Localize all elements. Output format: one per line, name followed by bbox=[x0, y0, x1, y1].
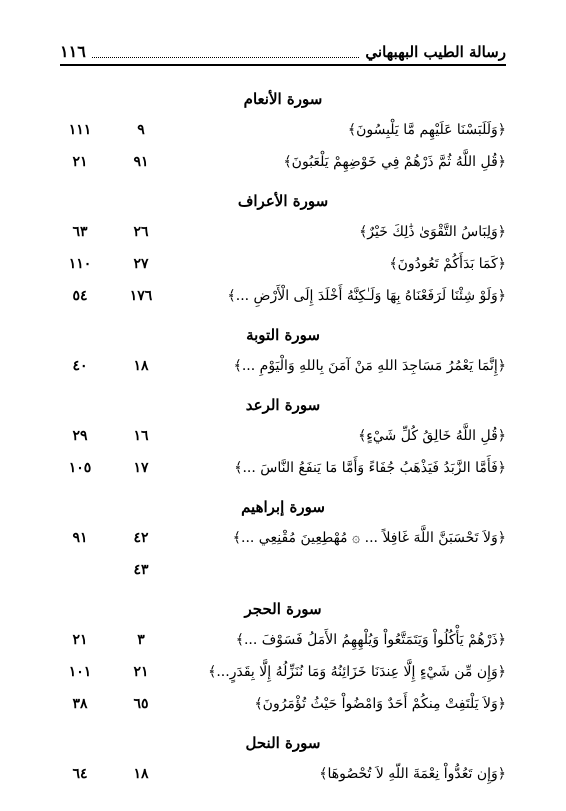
ornate-bracket-close: ﴾ bbox=[234, 460, 243, 476]
ornate-bracket-close: ﴾ bbox=[283, 154, 292, 170]
verse-text bbox=[228, 288, 506, 304]
verse-row bbox=[60, 426, 506, 452]
verse-row bbox=[60, 152, 506, 178]
ornate-bracket-close: ﴾ bbox=[389, 256, 398, 272]
verse-words: ذَرْهُمْ يَأْكُلُواْ وَيَتَمَتَّعُواْ وَيُلْهِهِمُ الأَمَلُ فَسَوْفَ ... bbox=[243, 632, 498, 648]
page-reference: ٩١ bbox=[72, 530, 88, 546]
surah-heading: سورة الأنعام bbox=[243, 90, 323, 108]
page-reference: ٤٠ bbox=[72, 358, 88, 374]
ayah-number: ١٧ bbox=[133, 460, 149, 476]
ayah-number: ٦٥ bbox=[133, 696, 149, 712]
book-title: رسالة الطيب البهبهاني bbox=[365, 43, 506, 61]
ornate-bracket-open: ﴿ bbox=[497, 664, 506, 680]
verse-row bbox=[60, 254, 506, 280]
ornate-bracket-close: ﴾ bbox=[235, 632, 244, 648]
verse-text bbox=[236, 632, 506, 648]
verse-text bbox=[234, 460, 506, 476]
ornate-bracket-close: ﴾ bbox=[359, 224, 368, 240]
verse-text bbox=[233, 530, 506, 546]
verse-text bbox=[208, 664, 506, 680]
ayah-number: ٩١ bbox=[133, 154, 149, 170]
verse-row bbox=[60, 694, 506, 720]
verse-row bbox=[60, 356, 506, 382]
page-number: ١١٦ bbox=[60, 42, 86, 61]
verse-row bbox=[60, 528, 506, 554]
page-reference: ١١٠ bbox=[68, 256, 92, 272]
ornate-bracket-open: ﴿ bbox=[497, 358, 506, 374]
ayah-number: ١٨ bbox=[133, 358, 149, 374]
page-reference: ٢١ bbox=[72, 632, 88, 648]
ornate-bracket-open: ﴿ bbox=[497, 766, 506, 782]
ornate-bracket-close: ﴾ bbox=[208, 664, 217, 680]
ayah-number: ١٨ bbox=[133, 766, 149, 782]
ornate-bracket-open: ﴿ bbox=[497, 460, 506, 476]
verse-row bbox=[60, 458, 506, 484]
ornate-bracket-open: ﴿ bbox=[497, 154, 506, 170]
surah-heading: سورة الحجر bbox=[244, 600, 322, 618]
page-reference: ٦٤ bbox=[72, 766, 88, 782]
verse-text bbox=[358, 428, 506, 444]
page-reference: ١٠٥ bbox=[68, 460, 92, 476]
verse-row bbox=[60, 222, 506, 248]
ornate-bracket-close: ﴾ bbox=[233, 358, 242, 374]
ayah-number: ٢٧ bbox=[133, 256, 149, 272]
verse-words: وَلاَ تَحْسَبَنَّ اللَّهَ غَافِلاً ... ۞ مُهْطِعِينَ مُقْنِعِي ... bbox=[241, 530, 498, 546]
verse-words: كَمَا بَدَأَكُمْ تَعُودُونَ bbox=[397, 256, 498, 272]
verse-words: قُلِ اللَّهُ ثُمَّ ذَرْهُمْ فِي خَوْضِهِمْ يَلْعَبُونَ bbox=[291, 154, 498, 170]
ayah-number: ٣ bbox=[137, 632, 145, 648]
ornate-bracket-open: ﴿ bbox=[497, 428, 506, 444]
verse-row bbox=[60, 560, 506, 586]
ayah-number: ٤٣ bbox=[133, 562, 149, 578]
verse-words: وَإِن تَعُدُّواْ نِعْمَةَ اللّهِ لاَ تُحْصُوهَا bbox=[327, 766, 498, 782]
verse-text bbox=[234, 358, 506, 374]
ornate-bracket-open: ﴿ bbox=[497, 632, 506, 648]
ornate-bracket-open: ﴿ bbox=[497, 224, 506, 240]
verse-words: إِنَّمَا يَعْمُرُ مَسَاجِدَ اللهِ مَنْ آمَنَ بِاللهِ وَالْيَوْمِ ... bbox=[241, 358, 498, 374]
verse-text bbox=[254, 696, 506, 712]
verse-row bbox=[60, 630, 506, 656]
ayah-number: ٢٦ bbox=[133, 224, 149, 240]
verse-text bbox=[359, 224, 506, 240]
ornate-bracket-open: ﴿ bbox=[497, 122, 506, 138]
surah-heading: سورة الأعراف bbox=[237, 192, 329, 210]
verse-words: وَإِن مِّن شَيْءٍ إِلَّا عِندَنَا خَزَائِنُهُ وَمَا نُنَزِّلُهُ إِلَّا بِقَدَرٍ... bbox=[216, 664, 498, 680]
ornate-bracket-open: ﴿ bbox=[497, 256, 506, 272]
verse-text bbox=[319, 766, 506, 782]
header-leader-dots bbox=[92, 57, 360, 58]
ornate-bracket-open: ﴿ bbox=[497, 696, 506, 712]
verse-words: وَلَلَبَسْنَا عَلَيْهِم مَّا يَلْبِسُونَ bbox=[356, 122, 498, 138]
verse-words: وَلاَ يَلْتَفِتْ مِنكُمْ أَحَدٌ وَامْضُواْ حَيْثُ تُؤْمَرُونَ bbox=[262, 696, 498, 712]
page-reference: ١١١ bbox=[68, 122, 92, 138]
page-reference: ٥٤ bbox=[72, 288, 88, 304]
ayah-number: ١٧٦ bbox=[129, 288, 153, 304]
verse-words: وَلِبَاسُ التَّقْوَىٰ ذَٰلِكَ خَيْرٌ bbox=[367, 224, 498, 240]
page-reference: ١٠١ bbox=[68, 664, 92, 680]
surah-heading: سورة الرعد bbox=[245, 396, 321, 414]
ornate-bracket-open: ﴿ bbox=[497, 530, 506, 546]
surah-heading: سورة إبراهيم bbox=[241, 498, 325, 516]
verse-text bbox=[348, 122, 506, 138]
page-header bbox=[60, 34, 506, 66]
page-reference: ٣٨ bbox=[72, 696, 88, 712]
ornate-bracket-close: ﴾ bbox=[227, 288, 236, 304]
verse-row bbox=[60, 764, 506, 790]
ornate-bracket-close: ﴾ bbox=[254, 696, 263, 712]
ayah-number: ١٦ bbox=[133, 428, 149, 444]
ayah-number: ٢١ bbox=[133, 664, 149, 680]
verse-row bbox=[60, 120, 506, 146]
ornate-bracket-open: ﴿ bbox=[497, 288, 506, 304]
surah-heading: سورة التوبة bbox=[246, 326, 320, 344]
verse-text bbox=[389, 256, 506, 272]
ornate-bracket-close: ﴾ bbox=[347, 122, 357, 138]
verse-words: فَأَمَّا الزَّبَدُ فَيَذْهَبُ جُفَاءً وَأَمَّا مَا يَنفَعُ النَّاسَ ... bbox=[242, 460, 498, 476]
verse-words: قُلِ اللَّهُ خَالِقُ كُلِّ شَيْءٍ bbox=[366, 428, 498, 444]
surah-heading: سورة النحل bbox=[245, 734, 321, 752]
ayah-number: ٩ bbox=[137, 122, 145, 138]
page-reference: ٦٣ bbox=[72, 224, 88, 240]
ornate-bracket-close: ﴾ bbox=[319, 766, 328, 782]
page-reference: ٢١ bbox=[72, 154, 88, 170]
ornate-bracket-close: ﴾ bbox=[358, 428, 367, 444]
ayah-number: ٤٢ bbox=[133, 530, 149, 546]
verse-text bbox=[283, 154, 506, 170]
verse-row bbox=[60, 286, 506, 312]
verse-words: وَلَوْ شِئْنَا لَرَفَعْنَاهُ بِهَا وَلَـٰكِنَّهُ أَخْلَدَ إِلَى الْأَرْضِ ... bbox=[235, 288, 498, 304]
page-reference: ٢٩ bbox=[72, 428, 88, 444]
ornate-bracket-close: ﴾ bbox=[232, 530, 241, 546]
verse-row bbox=[60, 662, 506, 688]
